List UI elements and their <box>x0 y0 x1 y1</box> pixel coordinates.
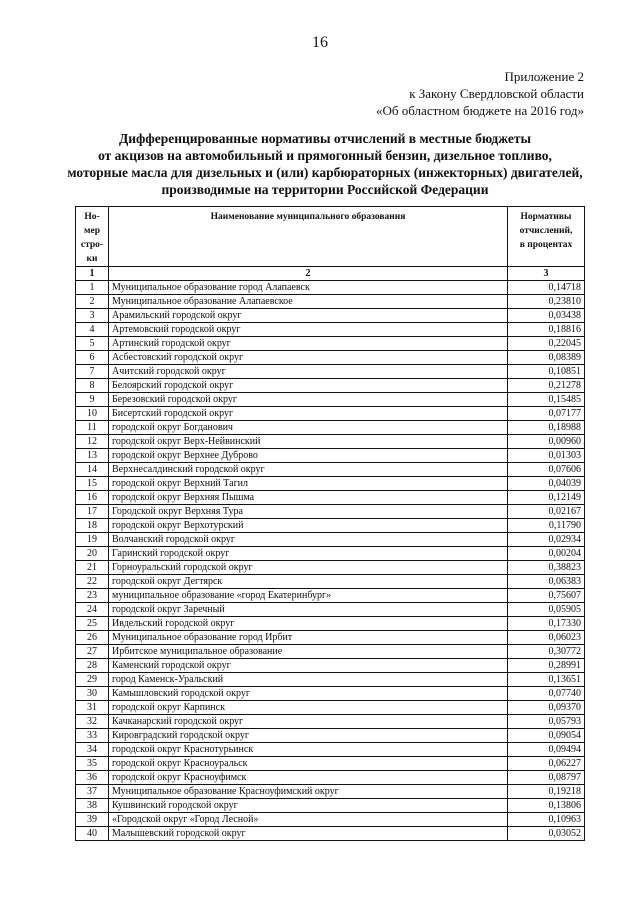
row-number-cell: 4 <box>76 323 109 337</box>
municipality-name-cell: Ивдельский городской округ <box>109 617 508 631</box>
row-number-cell: 25 <box>76 617 109 631</box>
row-number-cell: 27 <box>76 645 109 659</box>
header-row-number <box>76 207 109 267</box>
table-row <box>76 365 585 379</box>
municipality-name-cell: Волчанский городской округ <box>109 533 508 547</box>
table-row <box>76 827 585 841</box>
municipality-name-cell: городской округ Верхотурский <box>109 519 508 533</box>
table-row <box>76 645 585 659</box>
norm-value-cell: 0,75607 <box>508 589 585 603</box>
norm-value-cell: 0,03438 <box>508 309 585 323</box>
norm-value-cell: 0,13651 <box>508 673 585 687</box>
appendix-line: Приложение 2 <box>504 69 584 84</box>
table-row <box>76 603 585 617</box>
norm-value-cell: 0,11790 <box>508 519 585 533</box>
municipality-name-cell: Малышевский городской округ <box>109 827 508 841</box>
municipality-name-cell: городской округ Дегтярск <box>109 575 508 589</box>
row-number-cell: 36 <box>76 771 109 785</box>
header-line: отчислений, <box>519 226 573 236</box>
table-row <box>76 729 585 743</box>
header-line: стро- <box>80 240 104 250</box>
row-number-cell: 18 <box>76 519 109 533</box>
municipality-name-cell: Асбестовский городской округ <box>109 351 508 365</box>
municipality-name-cell: Муниципальное образование Алапаевское <box>109 295 508 309</box>
title-line: Дифференцированные нормативы отчислений в местные бюджеты <box>118 131 532 146</box>
table-row <box>76 407 585 421</box>
municipality-name-cell: Кировградский городской округ <box>109 729 508 743</box>
column-number: 3 <box>508 267 585 281</box>
municipality-name-cell: Арамильский городской округ <box>109 309 508 323</box>
municipality-name-cell: Верхнесалдинский городской округ <box>109 463 508 477</box>
municipality-name-cell: Березовский городской округ <box>109 393 508 407</box>
norms-table <box>75 206 585 841</box>
row-number-cell: 7 <box>76 365 109 379</box>
municipality-name-cell: городской округ Краснотурьинск <box>109 743 508 757</box>
table-row <box>76 309 585 323</box>
column-number-row <box>76 267 585 281</box>
norm-value-cell: 0,21278 <box>508 379 585 393</box>
norm-value-cell: 0,02934 <box>508 533 585 547</box>
table-row <box>76 659 585 673</box>
row-number-cell: 21 <box>76 561 109 575</box>
norm-value-cell: 0,08389 <box>508 351 585 365</box>
municipality-name-cell: город Каменск-Уральский <box>109 673 508 687</box>
municipality-name-cell: Ачитский городской округ <box>109 365 508 379</box>
norm-value-cell: 0,01303 <box>508 449 585 463</box>
norm-value-cell: 0,09054 <box>508 729 585 743</box>
table-body <box>76 281 585 841</box>
header-municipality-name: Наименование муниципального образования <box>109 207 508 267</box>
municipality-name-cell: Качканарский городской округ <box>109 715 508 729</box>
header-line: мер <box>84 226 100 236</box>
row-number-cell: 6 <box>76 351 109 365</box>
row-number-cell: 28 <box>76 659 109 673</box>
row-number-cell: 11 <box>76 421 109 435</box>
table-row <box>76 295 585 309</box>
table-row <box>76 687 585 701</box>
municipality-name-cell: Бисертский городской округ <box>109 407 508 421</box>
row-number-cell: 40 <box>76 827 109 841</box>
norm-value-cell: 0,19218 <box>508 785 585 799</box>
municipality-name-cell: Артемовский городской округ <box>109 323 508 337</box>
row-number-cell: 19 <box>76 533 109 547</box>
table-row <box>76 617 585 631</box>
table-row <box>76 757 585 771</box>
norm-value-cell: 0,22045 <box>508 337 585 351</box>
row-number-cell: 23 <box>76 589 109 603</box>
row-number-cell: 8 <box>76 379 109 393</box>
norm-value-cell: 0,03052 <box>508 827 585 841</box>
norm-value-cell: 0,15485 <box>508 393 585 407</box>
row-number-cell: 24 <box>76 603 109 617</box>
municipality-name-cell: Белоярский городской округ <box>109 379 508 393</box>
table-row <box>76 463 585 477</box>
municipality-name-cell: городской округ Заречный <box>109 603 508 617</box>
table-row <box>76 421 585 435</box>
norm-value-cell: 0,18816 <box>508 323 585 337</box>
norm-value-cell: 0,23810 <box>508 295 585 309</box>
table-row <box>76 575 585 589</box>
row-number-cell: 39 <box>76 813 109 827</box>
row-number-cell: 22 <box>76 575 109 589</box>
row-number-cell: 32 <box>76 715 109 729</box>
municipality-name-cell: «Городской округ «Город Лесной» <box>109 813 508 827</box>
norm-value-cell: 0,10851 <box>508 365 585 379</box>
municipality-name-cell: Горноуральский городской округ <box>109 561 508 575</box>
table-row <box>76 337 585 351</box>
norm-value-cell: 0,00204 <box>508 547 585 561</box>
municipality-name-cell: городской округ Карпинск <box>109 701 508 715</box>
norm-value-cell: 0,07177 <box>508 407 585 421</box>
municipality-name-cell: городской округ Верх-Нейвинский <box>109 435 508 449</box>
municipality-name-cell: Кушвинский городской округ <box>109 799 508 813</box>
row-number-cell: 12 <box>76 435 109 449</box>
row-number-cell: 35 <box>76 757 109 771</box>
row-number-cell: 3 <box>76 309 109 323</box>
municipality-name-cell: Муниципальное образование Красноуфимский округ <box>109 785 508 799</box>
row-number-cell: 2 <box>76 295 109 309</box>
table-row <box>76 533 585 547</box>
table-row <box>76 379 585 393</box>
table-row <box>76 631 585 645</box>
row-number-cell: 10 <box>76 407 109 421</box>
table-row <box>76 701 585 715</box>
municipality-name-cell: городской округ Верхнее Дуброво <box>109 449 508 463</box>
norm-value-cell: 0,08797 <box>508 771 585 785</box>
table-row <box>76 673 585 687</box>
norm-value-cell: 0,00960 <box>508 435 585 449</box>
municipality-name-cell: Артинский городской округ <box>109 337 508 351</box>
table-row <box>76 323 585 337</box>
row-number-cell: 14 <box>76 463 109 477</box>
norm-value-cell: 0,02167 <box>508 505 585 519</box>
row-number-cell: 26 <box>76 631 109 645</box>
table-row <box>76 561 585 575</box>
municipality-name-cell: Ирбитское муниципальное образование <box>109 645 508 659</box>
header-line: Нормативы <box>520 212 572 222</box>
row-number-cell: 9 <box>76 393 109 407</box>
norm-value-cell: 0,38823 <box>508 561 585 575</box>
row-number-cell: 20 <box>76 547 109 561</box>
page-number: 16 <box>312 34 328 51</box>
row-number-cell: 34 <box>76 743 109 757</box>
table-row <box>76 519 585 533</box>
title-line: от акцизов на автомобильный и прямогонный бензин, дизельное топливо, <box>98 148 552 163</box>
table-row <box>76 715 585 729</box>
document-title <box>60 130 590 198</box>
table-row <box>76 281 585 295</box>
norm-value-cell: 0,04039 <box>508 477 585 491</box>
table-row <box>76 435 585 449</box>
municipality-name-cell: муниципальное образование «город Екатеринбург» <box>109 589 508 603</box>
municipality-name-cell: Камышловский городской округ <box>109 687 508 701</box>
header-line: ки <box>86 254 98 264</box>
norm-value-cell: 0,28991 <box>508 659 585 673</box>
norm-value-cell: 0,09370 <box>508 701 585 715</box>
norm-value-cell: 0,10963 <box>508 813 585 827</box>
row-number-cell: 31 <box>76 701 109 715</box>
municipality-name-cell: Гаринский городской округ <box>109 547 508 561</box>
municipality-name-cell: городской округ Верхний Тагил <box>109 477 508 491</box>
municipality-name-cell: Городской округ Верхняя Тура <box>109 505 508 519</box>
row-number-cell: 15 <box>76 477 109 491</box>
table-row <box>76 491 585 505</box>
norm-value-cell: 0,09494 <box>508 743 585 757</box>
table-header-row <box>76 207 585 267</box>
municipality-name-cell: Муниципальное образование город Ирбит <box>109 631 508 645</box>
table-row <box>76 547 585 561</box>
header-line: в процентах <box>519 240 573 250</box>
row-number-cell: 13 <box>76 449 109 463</box>
title-line: производимые на территории Российской Федерации <box>161 182 489 197</box>
row-number-cell: 17 <box>76 505 109 519</box>
table-row <box>76 477 585 491</box>
table-row <box>76 449 585 463</box>
row-number-cell: 1 <box>76 281 109 295</box>
municipality-name-cell: городской округ Верхняя Пышма <box>109 491 508 505</box>
header-line: Но- <box>84 212 100 222</box>
table-row <box>76 505 585 519</box>
table-row <box>76 743 585 757</box>
header-norm-percent <box>508 207 585 267</box>
title-line: моторные масла для дизельных и (или) карбюраторных (инжекторных) двигателей, <box>67 165 583 180</box>
norm-value-cell: 0,05793 <box>508 715 585 729</box>
norm-value-cell: 0,13806 <box>508 799 585 813</box>
row-number-cell: 38 <box>76 799 109 813</box>
norm-value-cell: 0,06227 <box>508 757 585 771</box>
row-number-cell: 37 <box>76 785 109 799</box>
norm-value-cell: 0,06383 <box>508 575 585 589</box>
norm-value-cell: 0,05905 <box>508 603 585 617</box>
municipality-name-cell: городской округ Богданович <box>109 421 508 435</box>
norm-value-cell: 0,06023 <box>508 631 585 645</box>
norm-value-cell: 0,12149 <box>508 491 585 505</box>
norm-value-cell: 0,14718 <box>508 281 585 295</box>
appendix-line: к Закону Свердловской области <box>409 86 584 101</box>
norm-value-cell: 0,07740 <box>508 687 585 701</box>
row-number-cell: 30 <box>76 687 109 701</box>
table-row <box>76 393 585 407</box>
municipality-name-cell: Муниципальное образование город Алапаевск <box>109 281 508 295</box>
municipality-name-cell: городской округ Красноуфимск <box>109 771 508 785</box>
row-number-cell: 29 <box>76 673 109 687</box>
table-row <box>76 813 585 827</box>
table-row <box>76 589 585 603</box>
appendix-line: «Об областном бюджете на 2016 год» <box>376 103 584 118</box>
row-number-cell: 16 <box>76 491 109 505</box>
norm-value-cell: 0,18988 <box>508 421 585 435</box>
table-row <box>76 351 585 365</box>
table-row <box>76 771 585 785</box>
table-row <box>76 799 585 813</box>
norm-value-cell: 0,07606 <box>508 463 585 477</box>
norm-value-cell: 0,30772 <box>508 645 585 659</box>
table-row <box>76 785 585 799</box>
column-number: 1 <box>76 267 109 281</box>
column-number: 2 <box>109 267 508 281</box>
appendix-block <box>376 68 584 119</box>
municipality-name-cell: городской округ Красноуральск <box>109 757 508 771</box>
norm-value-cell: 0,17330 <box>508 617 585 631</box>
row-number-cell: 5 <box>76 337 109 351</box>
municipality-name-cell: Каменский городской округ <box>109 659 508 673</box>
row-number-cell: 33 <box>76 729 109 743</box>
